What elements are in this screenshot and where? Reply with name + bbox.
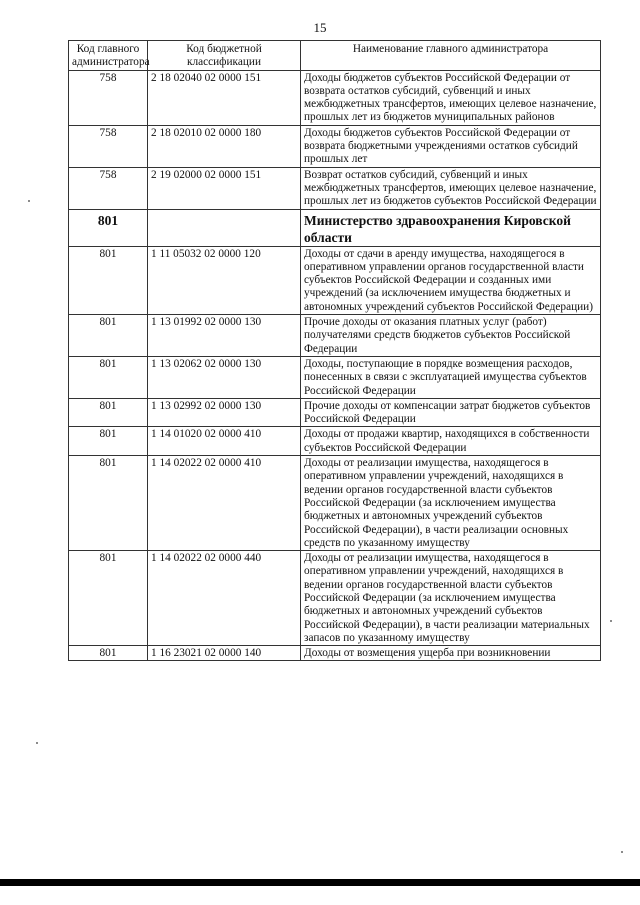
revenue-name-cell: Прочие доходы от компенсации затрат бюджетов субъектов Российской Федерации (301, 398, 601, 427)
scan-speck (621, 851, 623, 853)
revenue-name-cell: Доходы от продажи квартир, находящихся в собственности субъектов Российской Федерации (301, 427, 601, 456)
administrator-heading-row (69, 209, 601, 246)
admin-code-cell: 801 (69, 356, 148, 398)
revenue-name-cell: Доходы от сдачи в аренду имущества, находящегося в оперативном управлении органов государственной власти субъектов Российской Федерации и созданных ими учреждений (за исключением имущества бюджетных и автономных учреждений субъектов Российской Федерации) (301, 246, 601, 314)
admin-code-cell: 801 (69, 551, 148, 646)
table-row (69, 646, 601, 661)
budget-code-cell: 1 13 01992 02 0000 130 (148, 315, 301, 357)
revenue-name-cell: Доходы, поступающие в порядке возмещения расходов, понесенных в связи с эксплуатацией имущества субъектов Российской Федерации (301, 356, 601, 398)
revenue-name-cell: Возврат остатков субсидий, субвенций и иных межбюджетных трансфертов, имеющих целевое назначение, прошлых лет из бюджетов субъектов Российской Федерации (301, 167, 601, 209)
budget-code-cell: 1 14 02022 02 0000 440 (148, 551, 301, 646)
header-admin-code: Код главного администратора (69, 41, 148, 71)
admin-code-cell: 758 (69, 125, 148, 167)
admin-code-cell: 801 (69, 398, 148, 427)
revenue-name-cell: Доходы от реализации имущества, находящегося в оперативном управлении учреждений, находящихся в ведении органов государственной власти субъектов Российской Федерации (за исключением имущества бюджетных и автономных учреждений субъектов Российской Федерации), в части реализации материальных запасов по указанному имуществу (301, 551, 601, 646)
budget-code-cell: 1 14 01020 02 0000 410 (148, 427, 301, 456)
administrator-code: 801 (69, 209, 148, 246)
revenue-name-cell: Доходы бюджетов субъектов Российской Федерации от возврата остатков субсидий, субвенций и иных межбюджетных трансфертов, имеющих целевое назначение, прошлых лет из бюджетов муниципальных районов (301, 70, 601, 125)
scan-speck (28, 200, 30, 202)
table-header (69, 41, 601, 71)
revenue-name-cell: Прочие доходы от оказания платных услуг (работ) получателями средств бюджетов субъектов Российской Федерации (301, 315, 601, 357)
table-row (69, 315, 601, 357)
budget-code-cell: 2 18 02040 02 0000 151 (148, 70, 301, 125)
header-admin-name: Наименование главного администратора (301, 41, 601, 71)
scan-bottom-bar (0, 879, 640, 886)
budget-code-cell: 1 11 05032 02 0000 120 (148, 246, 301, 314)
scan-speck (36, 742, 38, 744)
page-number: 15 (313, 20, 327, 35)
budget-code-cell: 1 16 23021 02 0000 140 (148, 646, 301, 661)
revenue-name-cell: Доходы от возмещения ущерба при возникновении (301, 646, 601, 661)
administrator-name: Министерство здравоохранения Кировской области (301, 209, 601, 246)
table-row (69, 456, 601, 551)
budget-code-cell: 1 14 02022 02 0000 410 (148, 456, 301, 551)
admin-code-cell: 758 (69, 167, 148, 209)
scan-speck (610, 620, 612, 622)
table-row (69, 246, 601, 314)
header-budget-code: Код бюджетной классификации (148, 41, 301, 71)
table-body (69, 70, 601, 661)
table-row (69, 356, 601, 398)
table-row (69, 398, 601, 427)
table-row (69, 427, 601, 456)
budget-classification-table (68, 40, 601, 661)
table-row (69, 125, 601, 167)
admin-code-cell: 801 (69, 456, 148, 551)
admin-code-cell: 801 (69, 246, 148, 314)
budget-code-cell: 2 19 02000 02 0000 151 (148, 167, 301, 209)
budget-code-cell: 2 18 02010 02 0000 180 (148, 125, 301, 167)
table-header-row (69, 41, 601, 71)
table-row (69, 167, 601, 209)
admin-code-cell: 801 (69, 427, 148, 456)
table-row (69, 551, 601, 646)
budget-code-cell (148, 209, 301, 246)
revenue-name-cell: Доходы от реализации имущества, находящегося в оперативном управлении учреждений, находящихся в ведении органов государственной власти субъектов Российской Федерации (за исключением имущества бюджетных и автономных учреждений субъектов Российской Федерации), в части реализации основных средств по указанному имуществу (301, 456, 601, 551)
budget-code-cell: 1 13 02992 02 0000 130 (148, 398, 301, 427)
budget-code-cell: 1 13 02062 02 0000 130 (148, 356, 301, 398)
admin-code-cell: 758 (69, 70, 148, 125)
revenue-name-cell: Доходы бюджетов субъектов Российской Федерации от возврата бюджетными учреждениями остатков субсидий прошлых лет (301, 125, 601, 167)
admin-code-cell: 801 (69, 315, 148, 357)
table-row (69, 70, 601, 125)
admin-code-cell: 801 (69, 646, 148, 661)
